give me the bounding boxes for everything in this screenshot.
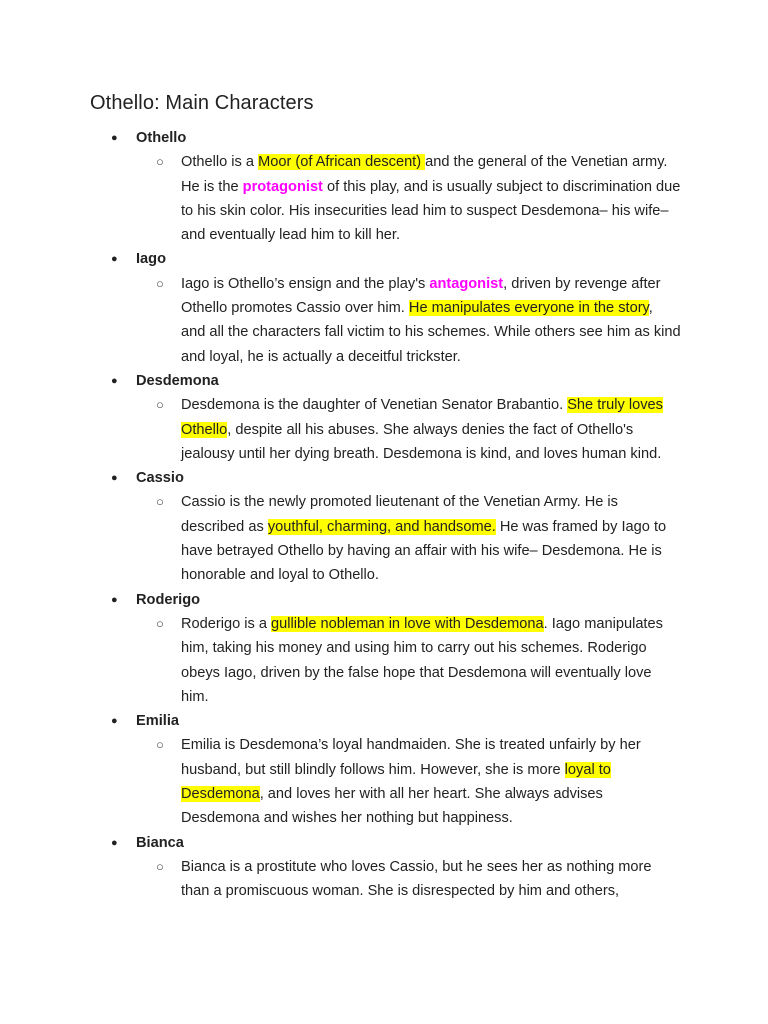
character-heading	[0, 126, 768, 150]
highlighted-text: loyal to Desdemona	[181, 761, 611, 803]
character-item-emilia	[0, 709, 768, 830]
highlighted-text: Moor (of African descent)	[258, 154, 426, 171]
bullet-icon: ●	[111, 374, 118, 387]
character-description-row	[0, 272, 768, 369]
character-heading	[0, 466, 768, 490]
description-text: . Iago manipulates him, taking his money and using him to carry out his schemes. Roderigo obeys Iago, driven by the false hope that Desdemona will eventually love him.	[181, 615, 663, 705]
description-text: Othello is a	[181, 154, 259, 171]
character-name: Roderigo	[136, 591, 201, 608]
description-text: Desdemona is the daughter of Venetian Senator Brabantio.	[181, 397, 568, 414]
character-name: Iago	[136, 251, 166, 268]
highlighted-text: youthful, charming, and handsome.	[267, 518, 496, 535]
character-name: Desdemona	[136, 372, 219, 389]
bullet-icon: ●	[111, 253, 118, 266]
character-name: Emilia	[136, 713, 179, 730]
character-description-row	[0, 490, 768, 587]
character-description	[181, 272, 681, 369]
page-title: Othello: Main Characters	[90, 92, 314, 114]
character-heading	[0, 588, 768, 612]
keyword-text: protagonist	[242, 178, 323, 195]
character-description	[181, 733, 681, 830]
character-description-row	[0, 733, 768, 830]
description-text: He was framed by Iago to have betrayed Othello by having an affair with his wife– Desdemona. He is honorable and loyal to Othello.	[181, 518, 667, 584]
bullet-icon: ●	[111, 132, 118, 144]
character-heading	[0, 831, 768, 855]
description-text: , and all the characters fall victim to his schemes. While others see him as kind and loyal, he is actually a deceitful trickster.	[181, 300, 681, 365]
description-text: Emilia is Desdemona’s loyal handmaiden. She is treated unfairly by her husband, but still blindly follows him. However, she is more	[181, 737, 641, 778]
character-item-iago	[0, 247, 768, 368]
bullet-icon: ●	[111, 593, 118, 606]
character-description	[181, 393, 681, 466]
character-name: Othello	[136, 130, 187, 146]
bullet-icon: ●	[111, 715, 118, 728]
highlighted-text: gullible nobleman in love with Desdemona	[271, 615, 544, 632]
character-description-row	[0, 855, 768, 904]
character-item-othello	[0, 126, 768, 247]
character-description	[181, 855, 681, 904]
character-item-bianca	[0, 831, 768, 904]
bullet-icon: ●	[111, 836, 118, 849]
description-text: , and loves her with all her heart. She always advises Desdemona and wishes her nothing but happiness.	[181, 786, 603, 827]
description-text: Bianca is a prostitute who loves Cassio, but he sees her as nothing more than a promiscuous woman. She is disrespected by him and others,	[181, 858, 652, 900]
character-heading	[0, 709, 768, 733]
sub-bullet-icon: ○	[156, 494, 164, 510]
character-heading	[0, 247, 768, 271]
character-name: Bianca	[136, 834, 184, 851]
character-item-cassio	[0, 466, 768, 587]
keyword-text: antagonist	[429, 275, 504, 292]
sub-bullet-icon: ○	[156, 275, 164, 291]
sub-bullet-icon: ○	[156, 615, 164, 631]
character-description	[181, 490, 681, 587]
character-description	[181, 612, 681, 709]
description-text: Iago is Othello’s ensign and the play's	[181, 275, 430, 292]
character-description	[181, 150, 681, 247]
sub-bullet-icon: ○	[156, 154, 164, 170]
character-list	[0, 126, 768, 904]
character-description-row	[0, 393, 768, 466]
description-text: Cassio is the newly promoted lieutenant of the Venetian Army. He is described as	[181, 494, 618, 535]
sub-bullet-icon: ○	[156, 397, 164, 413]
character-heading	[0, 369, 768, 393]
description-text: of this play, and is usually subject to discrimination due to his skin color. His insecurities lead him to suspect Desdemona– his wife– and eventually lead him to kill her.	[181, 178, 681, 244]
sub-bullet-icon: ○	[156, 737, 164, 753]
description-text: Roderigo is a	[181, 615, 272, 632]
description-text: , driven by revenge after Othello promotes Cassio over him.	[181, 275, 661, 317]
character-description-row	[0, 612, 768, 709]
bullet-icon: ●	[111, 472, 118, 485]
highlighted-text: She truly loves Othello	[181, 397, 663, 438]
character-item-roderigo	[0, 588, 768, 709]
description-text: , despite all his abuses. She always denies the fact of Othello's jealousy until her dying breath. Desdemona is kind, and loves human kind.	[181, 421, 662, 462]
highlighted-text: He manipulates everyone in the story	[408, 300, 649, 317]
character-description-row	[0, 150, 768, 247]
character-name: Cassio	[136, 470, 184, 487]
sub-bullet-icon: ○	[156, 858, 164, 874]
description-text: and the general of the Venetian army. He is the	[181, 154, 668, 195]
character-item-desdemona	[0, 369, 768, 466]
